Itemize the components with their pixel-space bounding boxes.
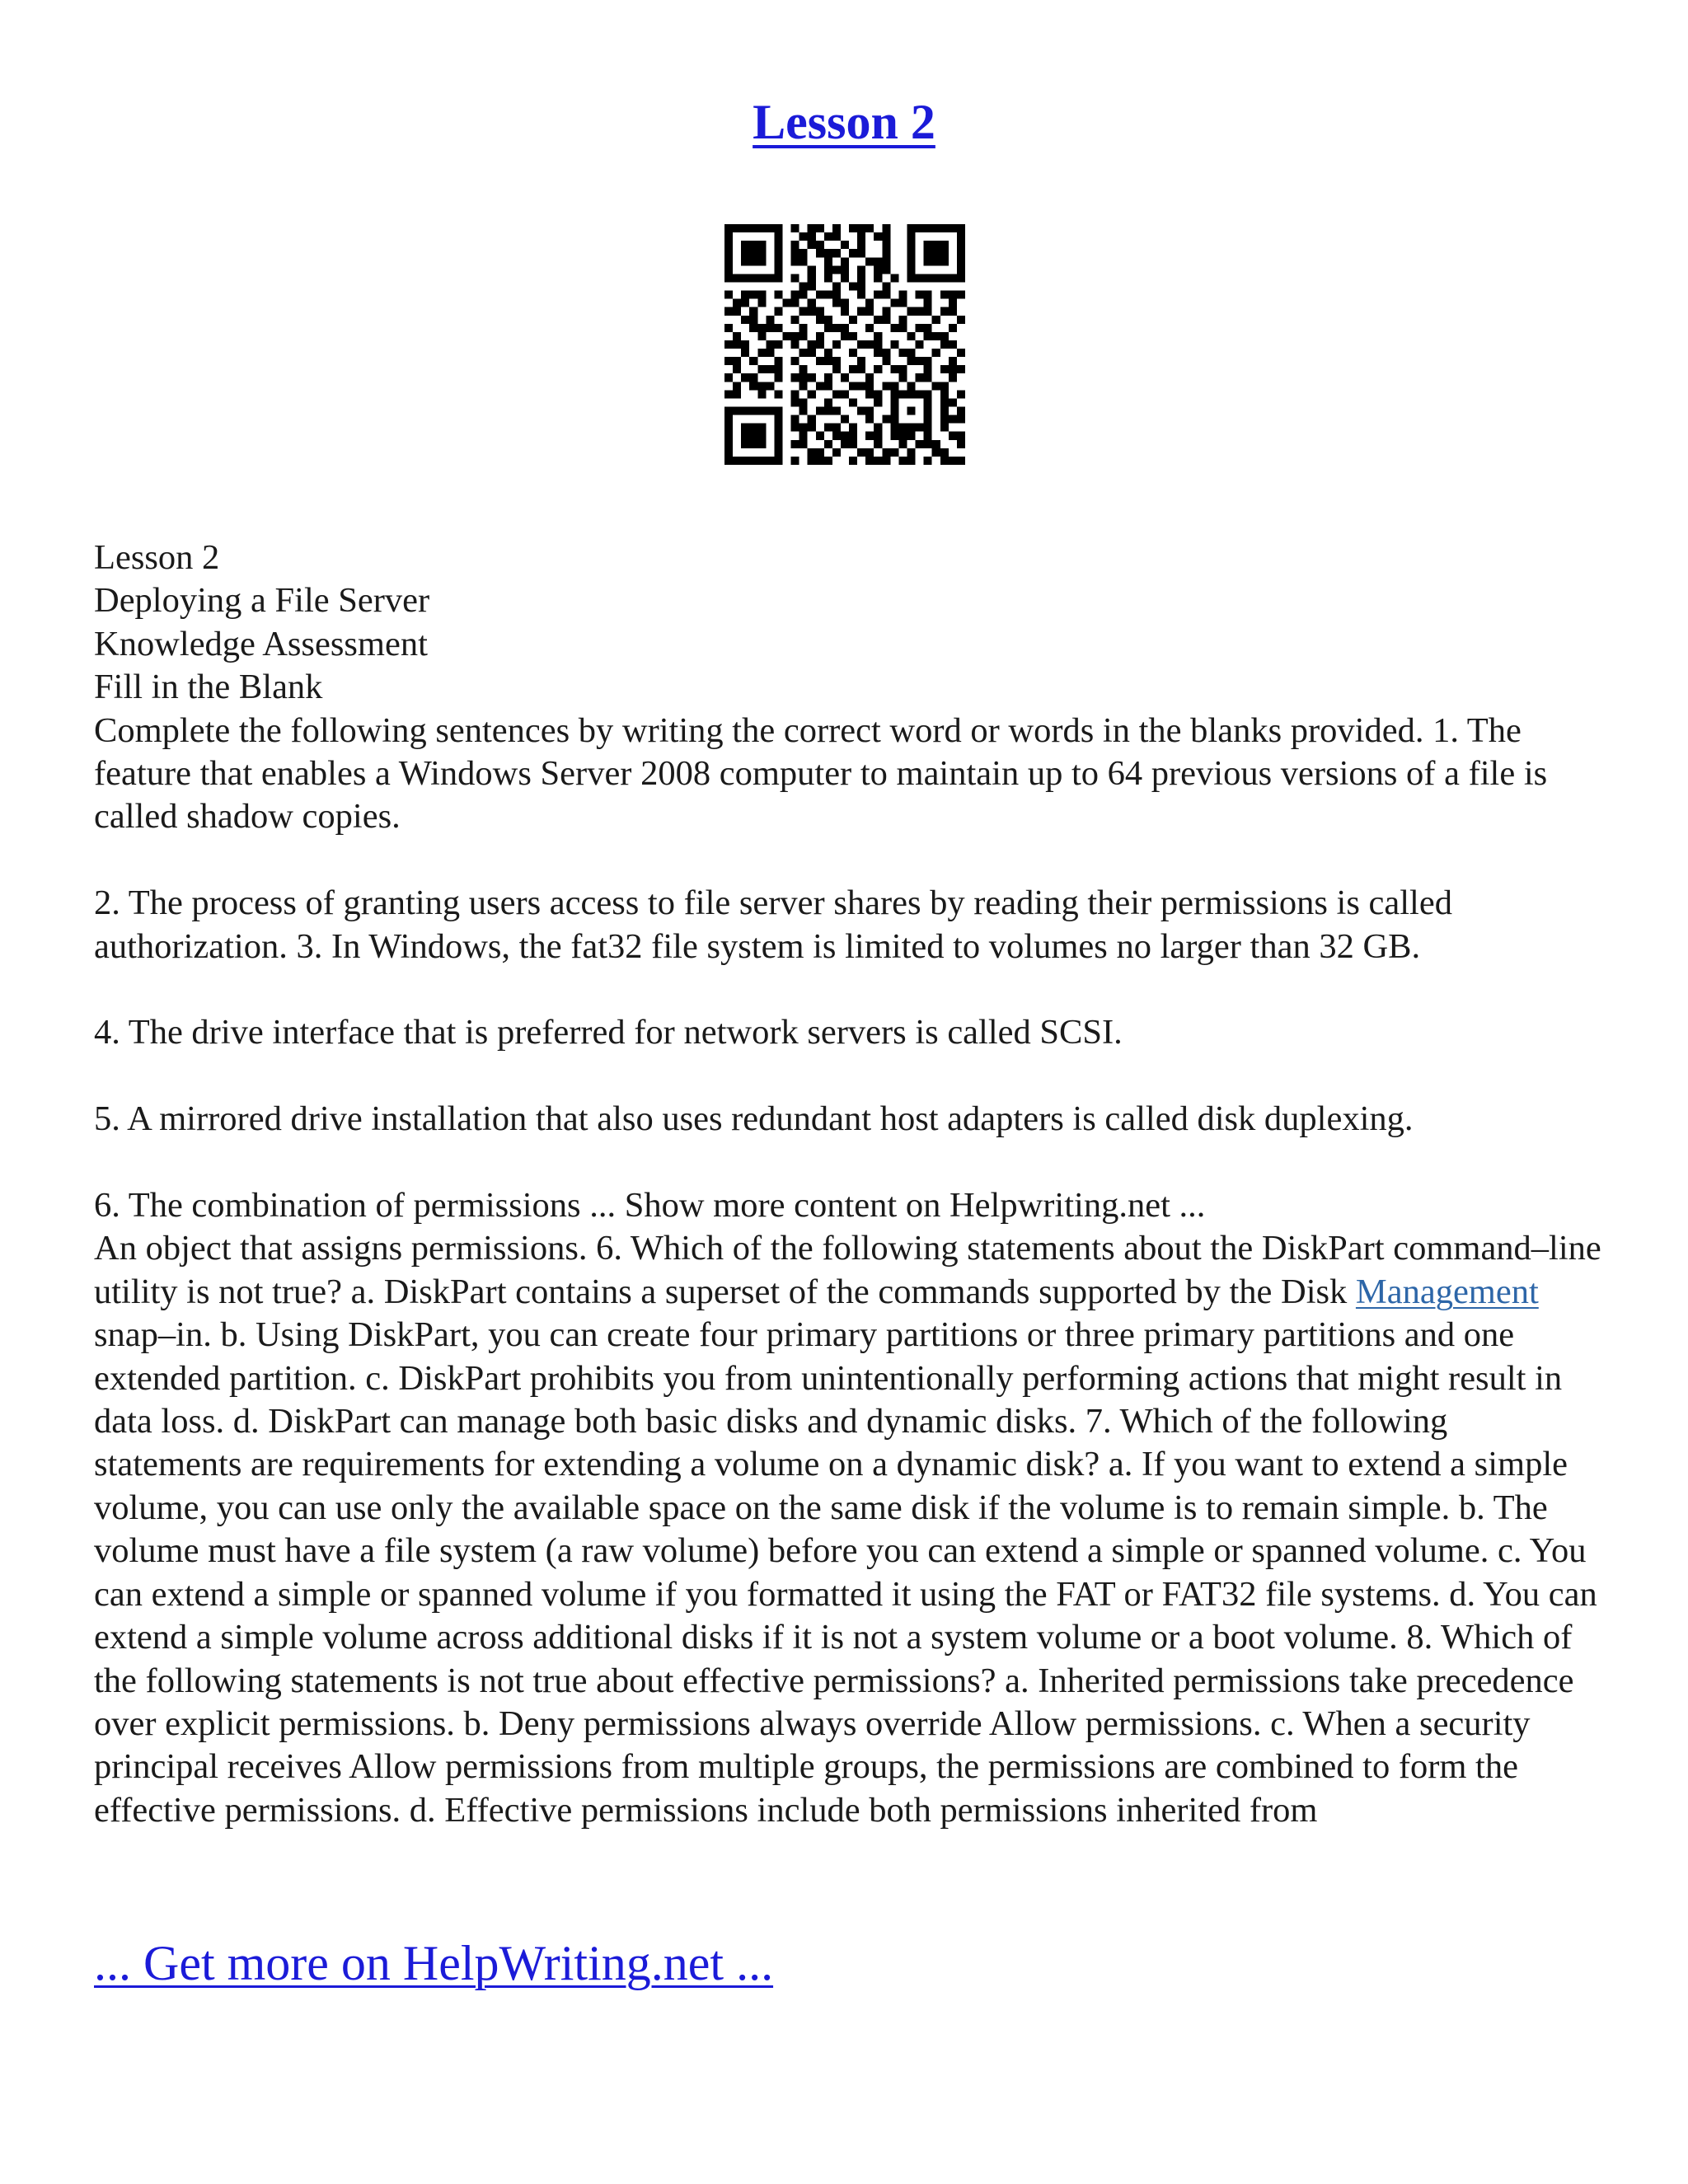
paragraph-6-start: An object that assigns permissions. 6. Which of the following statements about the DiskPart command–line utility is not true? a. DiskPart contains a superset of the commands supported by the Disk xyxy=(94,1229,1601,1311)
intro-line-topic: Deploying a File Server xyxy=(94,581,430,621)
paragraph-1: Complete the following sentences by writing the correct word or words in the blanks provided. 1. The feature that enables a Windows Server 2008 computer to maintain up to 64 previous versions of a file is called shadow copies. xyxy=(94,710,1548,837)
paragraph-3: 4. The drive interface that is preferred for network servers is called SCSI. xyxy=(94,1013,1123,1052)
management-link[interactable]: Management xyxy=(1355,1272,1539,1311)
paragraph-5: 6. The combination of permissions ... Show more content on Helpwriting.net ... xyxy=(94,1186,1206,1226)
intro-line-lesson: Lesson 2 xyxy=(94,538,220,577)
intro-line-assessment: Knowledge Assessment xyxy=(94,624,428,663)
paragraph-6 xyxy=(94,1227,1602,1832)
qr-code-icon xyxy=(724,224,965,465)
intro-line-section: Fill in the Blank xyxy=(94,668,323,707)
paragraph-4: 5. A mirrored drive installation that also uses redundant host adapters is called disk duplexing. xyxy=(94,1099,1414,1139)
paragraph-2: 2. The process of granting users access to file server shares by reading their permissions is called authorization. 3. In Windows, the fat32 file system is limited to volumes no larger than 32 GB. xyxy=(94,883,1452,966)
footer xyxy=(94,1930,773,1996)
document-body xyxy=(94,537,1602,1832)
paragraph-6-end: snap–in. b. Using DiskPart, you can create four primary partitions or three primary partitions and one extended partition. c. DiskPart prohibits you from unintentionally performing actions that might result in data loss. d. DiskPart can manage both basic disks and dynamic disks. 7. Which of the following statements are requirements for extending a volume on a dynamic disk? a. If you want to extend a simple volume, you can use only the available space on the same disk if the volume is to remain simple. b. The volume must have a file system (a raw volume) before you can extend a simple or spanned volume. c. You can extend a simple or spanned volume if you formatted it using the FAT or FAT32 file systems. d. You can extend a simple volume across additional disks if it is not a system volume or a boot volume. 8. Which of the following statements is not true about effective permissions? a. Inherited permissions take precedence over explicit permissions. b. Deny permissions always override Allow permissions. c. When a security principal receives Allow permissions from multiple groups, the permissions are combined to form the effective permissions. d. Effective permissions include both permissions inherited from xyxy=(94,1315,1597,1830)
title-link[interactable]: Lesson 2 xyxy=(753,95,935,149)
get-more-link[interactable]: ... Get more on HelpWriting.net ... xyxy=(94,1936,774,1990)
page-title xyxy=(0,89,1688,155)
